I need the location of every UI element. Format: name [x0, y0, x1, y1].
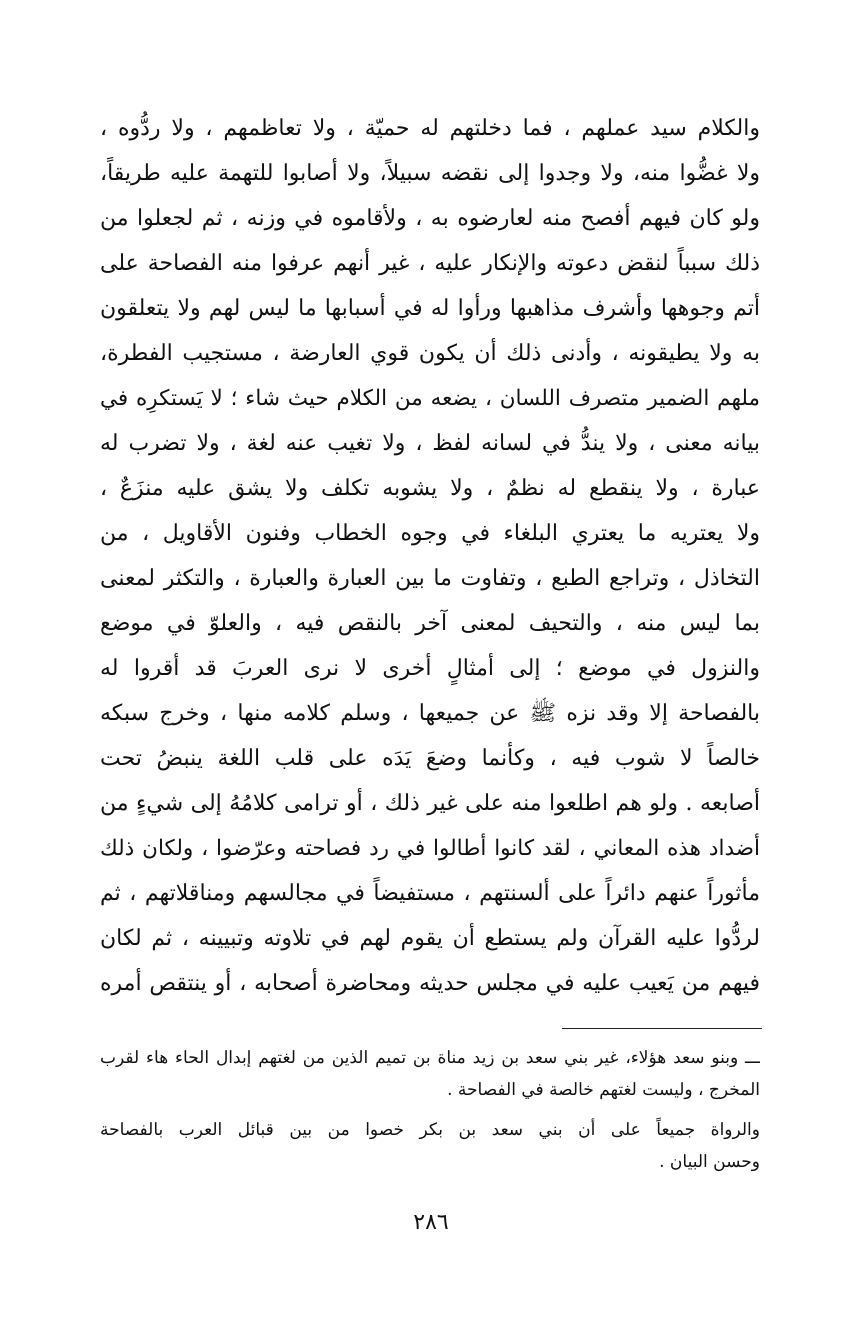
footnote-line: والرواة جميعاً على أن بني سعد بن بكر خصوا من بين قبائل العرب بالفصاحة [100, 1120, 760, 1140]
text-line: بالفصاحة إلا وقد نزه ﷺ عن جميعها ، وسلم كلامه منها ، وخرج سبكه [100, 701, 760, 726]
text-line: بيانه معنى ، ولا يندُّ في لسانه لفظ ، ولا تغيب عنه لغة ، ولا تضرب له [100, 431, 760, 456]
text-line: عبارة ، ولا ينقطع له نظمٌ ، ولا يشوبه تكلف ولا يشق عليه منزَعٌ ، [100, 476, 760, 501]
text-line: والنزول في موضع ؛ إلى أمثالٍ أخرى لا نرى العربَ قد أقروا له [100, 656, 760, 681]
text-line: خالصاً لا شوب فيه ، وكأنما وضعَ يَدَه على قلب اللغة ينبضُ تحت [100, 746, 760, 771]
footnotes [100, 1042, 760, 1178]
text-line: مأثوراً عنهم دائراً على ألسنتهم ، مستفيضاً في مجالسهم ومناقلاتهم ، ثم [100, 881, 760, 906]
footnote-line: وحسن البيان . [659, 1152, 760, 1172]
main-text [100, 106, 760, 1006]
text-line: به ولا يطيقونه ، وأدنى ذلك أن يكون قوي العارضة ، مستجيب الفطرة، [100, 341, 760, 366]
footnote-separator [562, 1028, 762, 1029]
text-line: بما ليس منه ، والتحيف لمعنى آخر بالنقص فيه ، والعلوّ في موضع [100, 611, 760, 636]
text-line: أتم وجوهها وأشرف مذاهبها ورأوا له في أسبابها ما ليس لهم ولا يتعلقون [100, 296, 760, 321]
footnote-line: ـــ وبنو سعد هؤلاء، غير بني سعد بن زيد مناة بن تميم الذين من لغتهم إبدال الحاء هاء لقرب [100, 1048, 760, 1068]
text-line: التخاذل ، وتراجع الطبع ، وتفاوت ما بين العبارة والعبارة ، والتكثر لمعنى [100, 566, 760, 591]
text-line: فيهم من يَعيب عليه في مجلس حديثه ومحاضرة أصحابه ، أو ينتقص أمره [100, 971, 760, 996]
text-line: ولو كان فيهم أفصح منه لعارضوه به ، ولأقاموه في وزنه ، ثم لجعلوا من [100, 206, 760, 231]
text-line: ذلك سبباً لنقض دعوته والإنكار عليه ، غير أنهم عرفوا منه الفصاحة على [100, 251, 760, 276]
text-line: أصابعه . ولو هم اطلعوا منه على غير ذلك ، أو ترامى كلامُهُ إلى شيءٍ من [100, 791, 760, 816]
text-line: ولا يعتريه ما يعتري البلغاء في وجوه الخطاب وفنون الأقاويل ، من [100, 521, 760, 546]
text-line: والكلام سيد عملهم ، فما دخلتهم له حميّة ، ولا تعاظمهم ، ولا ردُّوه ، [100, 116, 760, 141]
text-line: ولا غضُّوا منه، ولا وجدوا إلى نقضه سبيلاً، ولا أصابوا للتهمة عليه طريقاً، [100, 161, 760, 186]
footnote-line: المخرج ، وليست لغتهم خالصة في الفصاحة . [447, 1080, 760, 1100]
page-number: ٢٨٦ [413, 1210, 449, 1235]
text-line: أضداد هذه المعاني ، لقد كانوا أطالوا في رد فصاحته وعرّضوا ، ولكان ذلك [100, 836, 760, 861]
text-line: لردُّوا عليه القرآن ولم يستطع أن يقوم لهم في تلاوته وتبيينه ، ثم لكان [100, 926, 760, 951]
text-line: ملهم الضمير متصرف اللسان ، يضعه من الكلام حيث شاء ؛ لا يَستكرِه في [100, 386, 760, 411]
